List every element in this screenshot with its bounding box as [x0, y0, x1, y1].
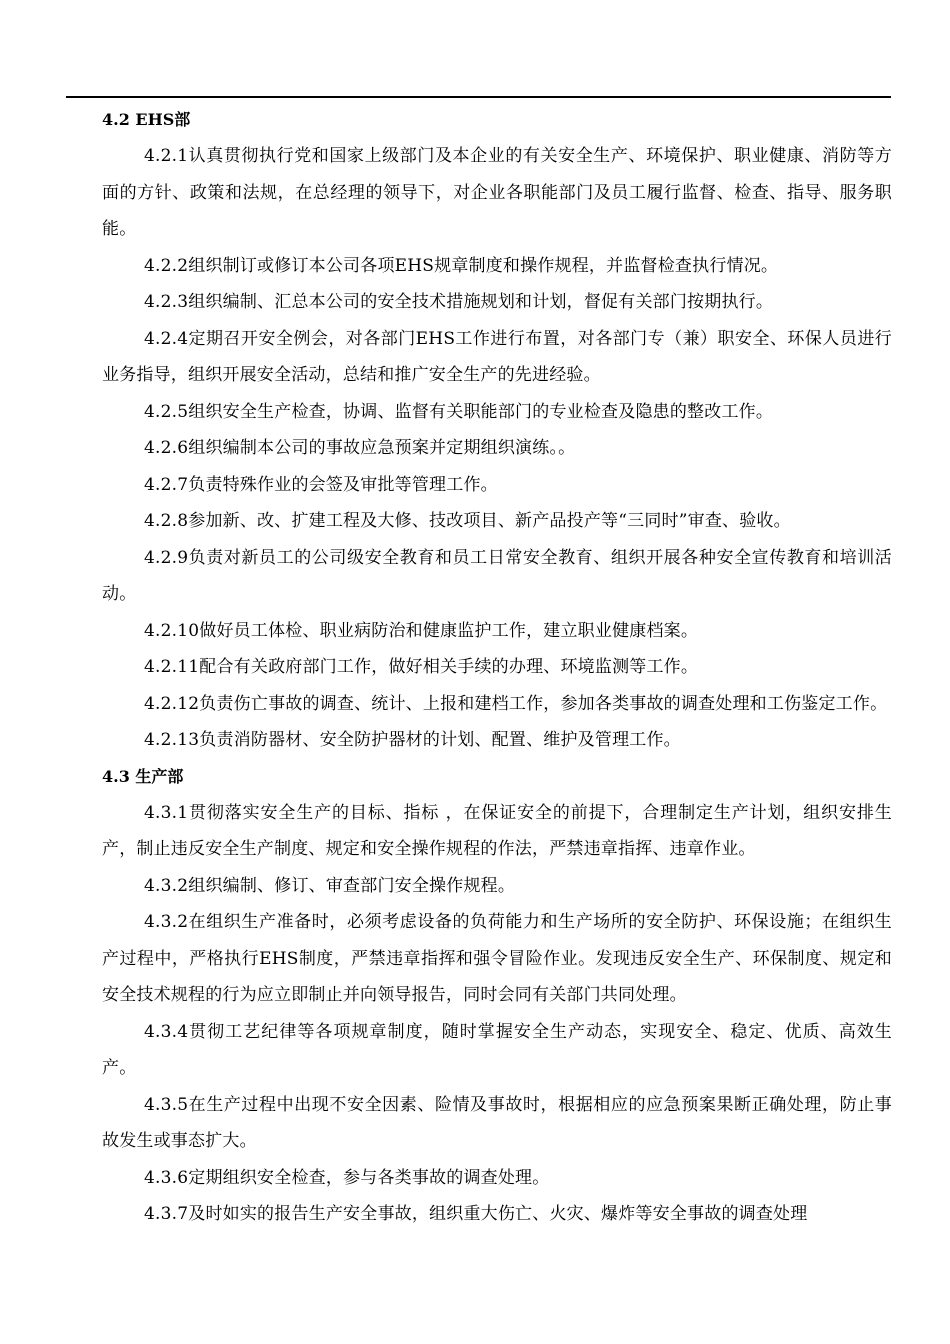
clause-4-2-4: 4.2.4定期召开安全例会，对各部门EHS工作进行布置，对各部门专（兼）职安全、环保人员进行业务指导，组织开展安全活动，总结和推广安全生产的先进经验。 [102, 328, 892, 385]
section-ehs [102, 102, 892, 759]
clause-4-2-10: 4.2.10做好员工体检、职业病防治和健康监护工作，建立职业健康档案。 [144, 620, 699, 641]
clause-4-3-1: 4.3.1贯彻落实安全生产的目标、指标 ，在保证安全的前提下，合理制定生产计划，组织安排生产，制止违反安全生产制度、规定和安全操作规程的作法，严禁违章指挥、违章作业。 [102, 802, 892, 859]
clause-4-3-5: 4.3.5在生产过程中出现不安全因素、险情及事故时，根据相应的应急预案果断正确处理，防止事故发生或事态扩大。 [102, 1094, 892, 1151]
clause-4-2-2: 4.2.2组织制订或修订本公司各项EHS规章制度和操作规程，并监督检查执行情况。 [144, 255, 779, 276]
clause-4-2-8: 4.2.8参加新、改、扩建工程及大修、技改项目、新产品投产等“三同时”审查、验收。 [144, 511, 791, 531]
clause-4-3-2a: 4.3.2组织编制、修订、审查部门安全操作规程。 [144, 875, 516, 896]
clause-4-3-6: 4.3.6定期组织安全检查，参与各类事故的调查处理。 [144, 1167, 550, 1188]
section-heading: 4.3 生产部 [102, 766, 184, 786]
section-production [102, 759, 892, 1233]
clause-4-2-11: 4.2.11配合有关政府部门工作，做好相关手续的办理、环境监测等工作。 [144, 657, 699, 677]
header-rule [66, 96, 891, 98]
document-body [102, 102, 892, 1233]
clause-4-2-6: 4.2.6组织编制本公司的事故应急预案并定期组织演练。。 [144, 438, 576, 458]
clause-4-2-13: 4.2.13负责消防器材、安全防护器材的计划、配置、维护及管理工作。 [144, 730, 681, 750]
clause-4-2-1: 4.2.1认真贯彻执行党和国家上级部门及本企业的有关安全生产、环境保护、职业健康、消防等方面的方针、政策和法规，在总经理的领导下，对企业各职能部门及员工履行监督、检查、指导、服务职能。 [102, 146, 892, 239]
clause-4-3-2b: 4.3.2在组织生产准备时，必须考虑设备的负荷能力和生产场所的安全防护、环保设施；在组织生产过程中，严格执行EHS制度，严禁违章指挥和强令冒险作业。发现违反安全生产、环保制度、规定和安全技术规程的行为应立即制止并向领导报告，同时会同有关部门共同处理。 [102, 912, 892, 1005]
section-heading: 4.2 EHS部 [102, 110, 191, 129]
clause-4-2-12: 4.2.12负责伤亡事故的调查、统计、上报和建档工作，参加各类事故的调查处理和工伤鉴定工作。 [144, 693, 888, 714]
clause-4-3-4: 4.3.4贯彻工艺纪律等各项规章制度，随时掌握安全生产动态，实现安全、稳定、优质、高效生产。 [102, 1021, 892, 1078]
clause-4-2-5: 4.2.5组织安全生产检查，协调、监督有关职能部门的专业检查及隐患的整改工作。 [144, 401, 774, 422]
clause-4-2-3: 4.2.3组织编制、汇总本公司的安全技术措施规划和计划，督促有关部门按期执行。 [144, 292, 774, 312]
clause-4-2-9: 4.2.9负责对新员工的公司级安全教育和员工日常安全教育、组织开展各种安全宣传教育和培训活动。 [102, 547, 892, 604]
clause-4-3-7: 4.3.7及时如实的报告生产安全事故，组织重大伤亡、火灾、爆炸等安全事故的调查处理 [144, 1204, 808, 1224]
clause-4-2-7: 4.2.7负责特殊作业的会签及审批等管理工作。 [144, 474, 498, 495]
